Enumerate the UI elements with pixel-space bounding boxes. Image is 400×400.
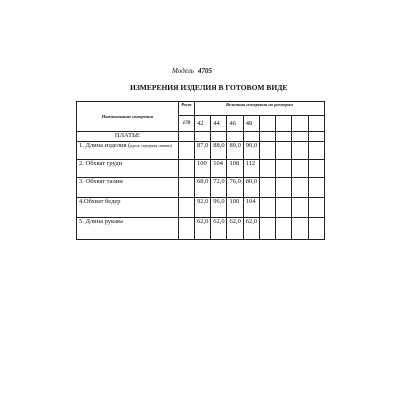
measurement-value: 62,0 bbox=[195, 218, 211, 240]
measurement-value: 62,0 bbox=[227, 218, 243, 240]
table-row bbox=[77, 160, 325, 178]
measurement-value: 89,0 bbox=[227, 142, 243, 160]
model-label: Модель bbox=[172, 67, 194, 75]
size-label: 42 bbox=[195, 116, 211, 132]
measurement-value: 92,0 bbox=[195, 198, 211, 218]
measurement-value: 62,0 bbox=[243, 218, 259, 240]
measurement-value: 112 bbox=[243, 160, 259, 178]
table-row bbox=[77, 198, 325, 218]
height-value: 170 bbox=[178, 116, 194, 132]
model-line bbox=[172, 67, 212, 75]
measurement-name: 3. Обхват талии bbox=[77, 178, 179, 198]
measurement-name: 5. Длина рукава bbox=[77, 218, 179, 240]
measurement-value: 72,0 bbox=[211, 178, 227, 198]
size-label bbox=[276, 116, 292, 132]
measurement-value: 68,0 bbox=[195, 178, 211, 198]
page-title: ИЗМЕРЕНИЯ ИЗДЕЛИЯ В ГОТОВОМ ВИДЕ bbox=[130, 83, 288, 92]
model-number: 4705 bbox=[197, 67, 212, 75]
measurement-value: 100 bbox=[195, 160, 211, 178]
measurement-value: 90,0 bbox=[243, 142, 259, 160]
size-label: 48 bbox=[243, 116, 259, 132]
table-row bbox=[77, 218, 325, 240]
column-header-sizes: Величина измерения по размерам bbox=[195, 102, 325, 116]
measurement-value: 62,0 bbox=[211, 218, 227, 240]
size-label bbox=[292, 116, 308, 132]
column-header-name: Наименование измерения bbox=[77, 102, 179, 132]
measurement-value: 104 bbox=[243, 198, 259, 218]
measurement-value: 96,0 bbox=[211, 198, 227, 218]
measurement-value: 108 bbox=[227, 160, 243, 178]
size-label: 44 bbox=[211, 116, 227, 132]
measurement-name: 2. Обхват груди bbox=[77, 160, 179, 178]
measurement-name: 1. Длина изделия (вдоль середины спинки) bbox=[77, 142, 179, 160]
measurement-value: 87,0 bbox=[195, 142, 211, 160]
section-title: ПЛАТЬЕ bbox=[77, 132, 179, 142]
size-label bbox=[308, 116, 324, 132]
measurement-name: 4.Обхват бедер bbox=[77, 198, 179, 218]
measurement-value: 104 bbox=[211, 160, 227, 178]
table-row bbox=[77, 142, 325, 160]
size-label bbox=[259, 116, 275, 132]
measurement-value: 76,0 bbox=[227, 178, 243, 198]
measurement-value: 88,0 bbox=[211, 142, 227, 160]
measurements-table bbox=[76, 101, 325, 240]
column-header-height: Рост bbox=[178, 102, 194, 116]
measurement-value: 100 bbox=[227, 198, 243, 218]
section-row bbox=[77, 132, 325, 142]
size-label: 46 bbox=[227, 116, 243, 132]
measurement-value: 80,0 bbox=[243, 178, 259, 198]
table-row bbox=[77, 178, 325, 198]
header-row-1 bbox=[77, 102, 325, 116]
